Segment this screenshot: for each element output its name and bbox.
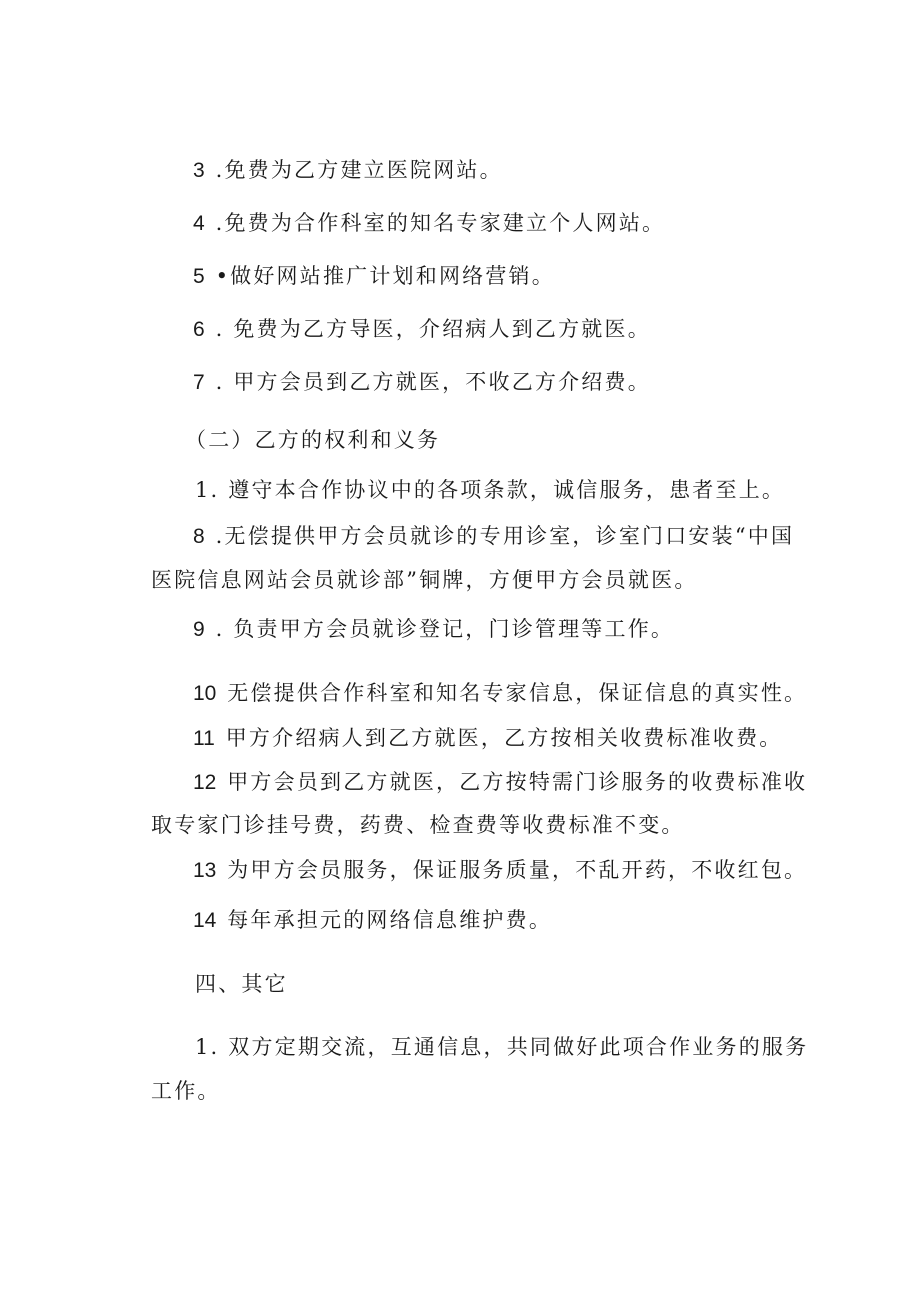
clause-line [193,619,674,640]
clause-number: 14 [193,909,217,932]
clause-text: （二）乙方的权利和义务 [185,428,441,452]
clause-text: 1. 双方定期交流，互通信息，共同做好此项合作业务的服务 [195,1035,809,1059]
clause-continuation [149,570,698,591]
clause-number: 9 [193,618,205,641]
clause-line [193,772,807,793]
clause-line [193,860,807,881]
clause-line [193,1037,808,1058]
clause-line [193,480,785,501]
clause-number: 3 [193,159,205,182]
clause-line [193,683,807,704]
clause-text: . 免费为乙方导医，介绍病人到乙方就医。 [206,317,651,341]
clause-text: 工作。 [151,1079,221,1103]
section-heading [193,974,288,995]
clause-text: 为甲方会员服务，保证服务质量，不乱开药，不收红包。 [218,858,808,882]
clause-text: 甲方介绍病人到乙方就医，乙方按相关收费标准收费。 [216,726,783,750]
clause-line [193,728,783,749]
clause-number: 13 [193,859,217,882]
clause-text: •做好网站推广计划和网络营销。 [206,264,555,288]
clause-text: .无偿提供甲方会员就诊的专用诊室，诊室门口安装“中国 [206,524,795,548]
clause-number: 4 [193,212,205,235]
clause-number: 11 [193,727,215,750]
clause-line [193,160,503,181]
clause-line [193,266,555,287]
clause-text: 每年承担元的网络信息维护费。 [218,908,553,932]
clause-text: 无偿提供合作科室和知名专家信息，保证信息的真实性。 [218,681,808,705]
clause-number: 7 [193,371,205,394]
clause-continuation [149,815,685,836]
section-heading [183,430,440,451]
clause-number: 10 [193,682,217,705]
clause-number: 6 [193,318,205,341]
clause-line [193,213,665,234]
clause-continuation [149,1081,221,1102]
clause-text: 取专家门诊挂号费，药费、检查费等收费标准不变。 [151,813,685,837]
clause-text: 1. 遵守本合作协议中的各项条款，诚信服务，患者至上。 [195,478,786,502]
clause-text: .免费为乙方建立医院网站。 [206,158,503,182]
clause-line [193,319,651,340]
clause-text: 医院信息网站会员就诊部”铜牌，方便甲方会员就医。 [151,568,698,592]
clause-line [193,526,794,547]
clause-text: 四、其它 [195,972,288,996]
clause-text: .免费为合作科室的知名专家建立个人网站。 [206,211,666,235]
clause-number: 12 [193,771,217,794]
clause-line [193,910,552,931]
clause-number: 5 [193,265,205,288]
clause-line [193,372,651,393]
clause-number: 8 [193,525,205,548]
clause-text: . 甲方会员到乙方就医，不收乙方介绍费。 [206,370,651,394]
clause-text: 甲方会员到乙方就医，乙方按特需门诊服务的收费标准收 [218,770,808,794]
clause-text: . 负责甲方会员就诊登记，门诊管理等工作。 [206,617,675,641]
